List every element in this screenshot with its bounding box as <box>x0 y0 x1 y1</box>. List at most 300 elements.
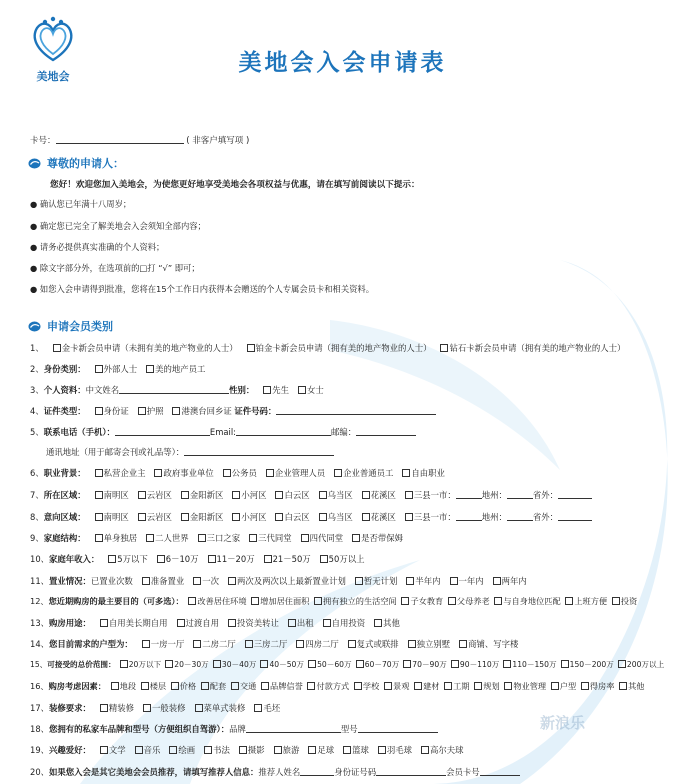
form-row <box>30 532 403 544</box>
text-field[interactable] <box>480 767 520 776</box>
checkbox-box[interactable] <box>193 577 201 585</box>
checkbox-box[interactable] <box>451 660 459 668</box>
checkbox-label: 乌当区 <box>327 512 353 522</box>
checkbox-box[interactable] <box>296 640 304 648</box>
checkbox-box[interactable] <box>263 386 271 394</box>
checkbox-box[interactable] <box>171 682 179 690</box>
checkbox-option[interactable] <box>356 660 400 669</box>
checkbox-option[interactable] <box>154 468 213 478</box>
checkbox-box[interactable] <box>319 513 327 521</box>
checkbox-box[interactable] <box>402 469 410 477</box>
checkbox-option[interactable] <box>493 576 527 586</box>
checkbox-option[interactable] <box>565 596 607 606</box>
checkbox-option[interactable] <box>378 745 412 755</box>
checkbox-option[interactable] <box>401 596 443 606</box>
checkbox-option[interactable] <box>95 468 146 478</box>
checkbox-box[interactable] <box>193 640 201 648</box>
text-field[interactable] <box>119 385 229 394</box>
checkbox-option[interactable] <box>169 745 195 755</box>
checkbox-option[interactable] <box>448 596 490 606</box>
checkbox-option[interactable] <box>323 618 366 628</box>
checkbox-option[interactable] <box>100 618 168 628</box>
checkbox-box[interactable] <box>177 619 185 627</box>
checkbox-box[interactable] <box>504 682 512 690</box>
checkbox-box[interactable] <box>403 660 411 668</box>
text-field[interactable] <box>356 427 416 436</box>
text-field[interactable] <box>456 512 482 521</box>
checkbox-box[interactable] <box>298 386 306 394</box>
checkbox-box[interactable] <box>444 682 452 690</box>
checkbox-option[interactable] <box>362 490 396 500</box>
checkbox-option[interactable] <box>561 660 614 669</box>
checkbox-box[interactable] <box>288 619 296 627</box>
checkbox-option[interactable] <box>264 554 311 564</box>
checkbox-box[interactable] <box>348 640 356 648</box>
checkbox-label: 物业管理 <box>513 681 547 691</box>
checkbox-box[interactable] <box>319 491 327 499</box>
checkbox-box[interactable] <box>565 597 573 605</box>
checkbox-option[interactable] <box>494 596 560 606</box>
checkbox-option[interactable] <box>402 468 445 478</box>
checkbox-box[interactable] <box>362 491 370 499</box>
checkbox-box[interactable] <box>201 682 209 690</box>
checkbox-option[interactable] <box>181 512 224 522</box>
checkbox-box[interactable] <box>198 534 206 542</box>
checkbox-box[interactable] <box>308 746 316 754</box>
checkbox-option[interactable] <box>142 639 185 649</box>
checkbox-option[interactable] <box>231 681 256 691</box>
checkbox-option[interactable] <box>193 639 236 649</box>
row-label: 性别： <box>229 385 255 395</box>
checkbox-option[interactable] <box>261 681 303 691</box>
checkbox-option[interactable] <box>551 681 576 691</box>
row-number: 11、 <box>30 576 50 586</box>
checkbox-option[interactable] <box>319 490 353 500</box>
checkbox-label: 建材 <box>423 681 440 691</box>
checkbox-option[interactable] <box>213 660 257 669</box>
checkbox-box[interactable] <box>251 597 259 605</box>
checkbox-box[interactable] <box>138 513 146 521</box>
checkbox-box[interactable] <box>274 746 282 754</box>
checkbox-option[interactable] <box>348 639 399 649</box>
checkbox-option[interactable] <box>474 681 499 691</box>
checkbox-option[interactable] <box>245 639 288 649</box>
text-field[interactable] <box>184 447 334 456</box>
checkbox-option[interactable] <box>301 533 344 543</box>
checkbox-box[interactable] <box>343 746 351 754</box>
checkbox-box[interactable] <box>232 491 240 499</box>
checkbox-label: 公务员 <box>231 468 257 478</box>
checkbox-label: 交通 <box>239 681 257 691</box>
checkbox-box[interactable] <box>503 660 511 668</box>
checkbox-option[interactable] <box>95 533 138 543</box>
checkbox-option[interactable] <box>138 512 172 522</box>
checkbox-box[interactable] <box>232 513 240 521</box>
checkbox-option[interactable] <box>165 660 209 669</box>
checkbox-label: 毛坯 <box>263 703 281 713</box>
form-row <box>30 511 592 523</box>
checkbox-option[interactable] <box>274 745 300 755</box>
checkbox-label: 配套 <box>209 681 227 691</box>
checkbox-box[interactable] <box>408 640 416 648</box>
text-field[interactable] <box>358 724 438 733</box>
checkbox-label: 单身独居 <box>103 533 138 543</box>
form-row <box>30 638 518 650</box>
checkbox-option[interactable] <box>405 490 456 500</box>
checkbox-box[interactable] <box>275 491 283 499</box>
notice-bullet <box>30 262 200 274</box>
checkbox-label: 护照 <box>146 406 164 416</box>
checkbox-box[interactable] <box>245 640 253 648</box>
checkbox-box[interactable] <box>181 491 189 499</box>
checkbox-box[interactable] <box>138 491 146 499</box>
checkbox-box[interactable] <box>440 344 448 352</box>
text-field[interactable] <box>558 512 592 521</box>
checkbox-box[interactable] <box>581 682 589 690</box>
checkbox-option[interactable] <box>263 385 289 395</box>
checkbox-box[interactable] <box>181 513 189 521</box>
checkbox-option[interactable] <box>450 576 484 586</box>
checkbox-box[interactable] <box>254 704 262 712</box>
checkbox-option[interactable] <box>440 343 625 353</box>
checkbox-box[interactable] <box>143 704 151 712</box>
checkbox-option[interactable] <box>100 703 134 713</box>
checkbox-option[interactable] <box>275 512 309 522</box>
checkbox-option[interactable] <box>266 468 325 478</box>
checkbox-option[interactable] <box>188 596 246 606</box>
checkbox-box[interactable] <box>146 365 154 373</box>
checkbox-option[interactable] <box>177 618 220 628</box>
checkbox-box[interactable] <box>247 344 255 352</box>
checkbox-box[interactable] <box>308 660 316 668</box>
checkbox-box[interactable] <box>494 597 502 605</box>
checkbox-option[interactable] <box>384 681 409 691</box>
checkbox-box[interactable] <box>307 682 315 690</box>
notice-bullet-text: 除文字部分外，在选项前的□打 “√” 即可； <box>39 263 200 273</box>
checkbox-option[interactable] <box>111 681 136 691</box>
checkbox-label: 改善居住环境 <box>197 596 247 606</box>
checkbox-option[interactable] <box>314 596 397 606</box>
checkbox-box[interactable] <box>384 682 392 690</box>
row-number: 3、 <box>30 385 44 395</box>
checkbox-label: 楼层 <box>149 681 167 691</box>
checkbox-box[interactable] <box>261 682 269 690</box>
checkbox-option[interactable] <box>95 406 129 416</box>
checkbox-box[interactable] <box>154 469 162 477</box>
checkbox-label: 子女教育 <box>410 596 444 606</box>
checkbox-option[interactable] <box>172 406 231 416</box>
checkbox-option[interactable] <box>319 512 353 522</box>
row-label: 家庭结构： <box>43 533 86 543</box>
checkbox-box[interactable] <box>323 619 331 627</box>
checkbox-label: 两次及两次以上最新置业计划 <box>237 576 346 586</box>
row-text: 推荐人姓名 <box>258 767 301 777</box>
checkbox-option[interactable] <box>223 468 257 478</box>
checkbox-box[interactable] <box>618 660 626 668</box>
checkbox-box[interactable] <box>195 704 203 712</box>
checkbox-option[interactable] <box>195 703 246 713</box>
checkbox-option[interactable] <box>141 681 166 691</box>
checkbox-label: 40－50万 <box>269 660 304 669</box>
checkbox-box[interactable] <box>100 746 108 754</box>
checkbox-box[interactable] <box>493 577 501 585</box>
text-field[interactable] <box>300 767 334 776</box>
checkbox-option[interactable] <box>232 490 266 500</box>
text-field[interactable] <box>276 406 436 415</box>
checkbox-option[interactable] <box>251 596 309 606</box>
checkbox-label: 足球 <box>317 745 335 755</box>
checkbox-box[interactable] <box>138 407 146 415</box>
checkbox-option[interactable] <box>308 745 334 755</box>
checkbox-option[interactable] <box>232 512 266 522</box>
checkbox-label: 女士 <box>306 385 324 395</box>
checkbox-label: 铂金卡新会员申请（拥有美的地产物业的人士） <box>255 343 432 353</box>
checkbox-box[interactable] <box>352 534 360 542</box>
checkbox-box[interactable] <box>320 555 328 563</box>
checkbox-box[interactable] <box>401 597 409 605</box>
checkbox-option[interactable] <box>504 681 546 691</box>
checkbox-option[interactable] <box>198 533 241 543</box>
checkbox-option[interactable] <box>355 576 398 586</box>
checkbox-option[interactable] <box>459 639 518 649</box>
checkbox-label: 学校 <box>362 681 380 691</box>
notice-bullet <box>30 283 374 295</box>
checkbox-box[interactable] <box>314 597 322 605</box>
form-row <box>46 446 334 458</box>
checkbox-box[interactable] <box>223 469 231 477</box>
checkbox-box[interactable] <box>228 619 236 627</box>
form-row <box>30 575 527 587</box>
checkbox-option[interactable] <box>95 512 129 522</box>
checkbox-option[interactable] <box>275 490 309 500</box>
checkbox-label: 菜单式装修 <box>203 703 246 713</box>
checkbox-option[interactable] <box>343 745 369 755</box>
checkbox-box[interactable] <box>561 660 569 668</box>
checkbox-box[interactable] <box>111 682 119 690</box>
checkbox-option[interactable] <box>138 490 172 500</box>
checkbox-option[interactable] <box>308 660 352 669</box>
checkbox-option[interactable] <box>414 681 439 691</box>
checkbox-box[interactable] <box>355 577 363 585</box>
checkbox-box[interactable] <box>53 344 61 352</box>
checkbox-box[interactable] <box>354 682 362 690</box>
checkbox-box[interactable] <box>95 469 103 477</box>
checkbox-box[interactable] <box>266 469 274 477</box>
checkbox-option[interactable] <box>171 681 196 691</box>
checkbox-label: 云岩区 <box>146 490 172 500</box>
checkbox-box[interactable] <box>619 682 627 690</box>
checkbox-option[interactable] <box>53 343 238 353</box>
checkbox-box[interactable] <box>362 513 370 521</box>
checkbox-option[interactable] <box>618 660 664 669</box>
form-row <box>30 426 416 438</box>
row-text: 邮编： <box>330 427 357 437</box>
checkbox-box[interactable] <box>95 365 103 373</box>
checkbox-option[interactable] <box>146 533 189 543</box>
checkbox-box[interactable] <box>264 555 272 563</box>
checkbox-option[interactable] <box>362 512 396 522</box>
checkbox-box[interactable] <box>450 577 458 585</box>
checkbox-box[interactable] <box>301 534 309 542</box>
checkbox-box[interactable] <box>165 660 173 668</box>
checkbox-label: 二人世界 <box>155 533 189 543</box>
checkbox-option[interactable] <box>298 385 324 395</box>
section-heading-text: 申请会员类别 <box>47 320 113 333</box>
checkbox-box[interactable] <box>95 534 103 542</box>
checkbox-option[interactable] <box>421 745 464 755</box>
checkbox-box[interactable] <box>414 682 422 690</box>
row-label: 职业背景： <box>43 468 86 478</box>
checkbox-label: 5万以下 <box>117 554 148 564</box>
checkbox-box[interactable] <box>406 577 414 585</box>
checkbox-box[interactable] <box>172 407 180 415</box>
checkbox-option[interactable] <box>320 554 365 564</box>
checkbox-option[interactable] <box>95 490 129 500</box>
checkbox-box[interactable] <box>169 746 177 754</box>
checkbox-box[interactable] <box>95 491 103 499</box>
checkbox-box[interactable] <box>275 513 283 521</box>
form-title: 美地会入会申请表 <box>238 50 447 76</box>
checkbox-option[interactable] <box>247 343 432 353</box>
card-number-field[interactable] <box>56 135 184 144</box>
text-field[interactable] <box>507 512 533 521</box>
checkbox-option[interactable] <box>334 468 393 478</box>
checkbox-box[interactable] <box>95 407 103 415</box>
checkbox-option[interactable] <box>352 533 403 543</box>
checkbox-box[interactable] <box>249 534 257 542</box>
checkbox-option[interactable] <box>143 703 186 713</box>
checkbox-box[interactable] <box>135 746 143 754</box>
checkbox-option[interactable] <box>260 660 304 669</box>
checkbox-box[interactable] <box>120 660 128 668</box>
text-field[interactable] <box>558 490 592 499</box>
checkbox-box[interactable] <box>378 746 386 754</box>
checkbox-option[interactable] <box>254 703 280 713</box>
text-field[interactable] <box>376 767 446 776</box>
checkbox-option[interactable] <box>374 618 400 628</box>
checkbox-box[interactable] <box>100 619 108 627</box>
checkbox-box[interactable] <box>612 597 620 605</box>
checkbox-option[interactable] <box>120 660 161 669</box>
checkbox-option[interactable] <box>307 681 349 691</box>
row-text: 地州： <box>481 512 507 522</box>
row-text: 身份证号码 <box>334 767 377 777</box>
checkbox-option[interactable] <box>406 576 440 586</box>
checkbox-option[interactable] <box>239 745 265 755</box>
checkbox-option[interactable] <box>228 618 279 628</box>
checkbox-box[interactable] <box>228 577 236 585</box>
checkbox-label: 6－10万 <box>165 554 199 564</box>
checkbox-box[interactable] <box>100 704 108 712</box>
checkbox-label: 白云区 <box>284 490 310 500</box>
row-number: 15、 <box>30 660 48 669</box>
checkbox-option[interactable] <box>581 681 615 691</box>
checkbox-label: 出租 <box>296 618 314 628</box>
checkbox-option[interactable] <box>201 681 226 691</box>
text-field[interactable] <box>507 490 533 499</box>
checkbox-option[interactable] <box>408 639 451 649</box>
checkbox-option[interactable] <box>405 512 456 522</box>
checkbox-label: 先生 <box>272 385 289 395</box>
checkbox-option[interactable] <box>249 533 292 543</box>
checkbox-label: 绘画 <box>178 745 196 755</box>
checkbox-box[interactable] <box>95 513 103 521</box>
checkbox-box[interactable] <box>141 682 149 690</box>
checkbox-option[interactable] <box>146 364 205 374</box>
checkbox-label: 身份证 <box>103 406 129 416</box>
checkbox-box[interactable] <box>208 555 216 563</box>
checkbox-label: 暂无计划 <box>363 576 398 586</box>
checkbox-box[interactable] <box>448 597 456 605</box>
checkbox-option[interactable] <box>100 745 126 755</box>
checkbox-option[interactable] <box>503 660 556 669</box>
text-field[interactable] <box>236 427 331 436</box>
checkbox-box[interactable] <box>142 640 150 648</box>
checkbox-option[interactable] <box>208 554 255 564</box>
checkbox-box[interactable] <box>459 640 467 648</box>
form-row <box>30 617 400 629</box>
checkbox-box[interactable] <box>239 746 247 754</box>
checkbox-box[interactable] <box>405 491 413 499</box>
checkbox-option[interactable] <box>288 618 314 628</box>
checkbox-option[interactable] <box>612 596 637 606</box>
checkbox-option[interactable] <box>138 406 164 416</box>
checkbox-box[interactable] <box>374 619 382 627</box>
checkbox-box[interactable] <box>108 555 116 563</box>
checkbox-option[interactable] <box>444 681 469 691</box>
checkbox-option[interactable] <box>142 576 185 586</box>
checkbox-option[interactable] <box>135 745 161 755</box>
form-row <box>30 489 592 501</box>
checkbox-box[interactable] <box>334 469 342 477</box>
checkbox-box[interactable] <box>356 660 364 668</box>
checkbox-option[interactable] <box>108 554 147 564</box>
form-row <box>30 405 436 417</box>
checkbox-option[interactable] <box>193 576 219 586</box>
checkbox-label: 一般装修 <box>152 703 186 713</box>
checkbox-box[interactable] <box>188 597 196 605</box>
checkbox-box[interactable] <box>421 746 429 754</box>
checkbox-option[interactable] <box>354 681 379 691</box>
text-field[interactable] <box>115 427 210 436</box>
checkbox-option[interactable] <box>228 576 346 586</box>
checkbox-option[interactable] <box>95 364 138 374</box>
text-field[interactable] <box>246 724 341 733</box>
text-field[interactable] <box>456 490 482 499</box>
checkbox-box[interactable] <box>142 577 150 585</box>
checkbox-label: 90－110万 <box>459 660 500 669</box>
checkbox-box[interactable] <box>260 660 268 668</box>
checkbox-box[interactable] <box>231 682 239 690</box>
card-number-note: ( 非客户填写项 ) <box>186 136 250 146</box>
checkbox-box[interactable] <box>204 746 212 754</box>
checkbox-option[interactable] <box>157 554 199 564</box>
checkbox-option[interactable] <box>451 660 499 669</box>
checkbox-box[interactable] <box>213 660 221 668</box>
checkbox-box[interactable] <box>474 682 482 690</box>
checkbox-label: 羽毛球 <box>386 745 413 755</box>
checkbox-option[interactable] <box>296 639 339 649</box>
checkbox-label: 政府事业单位 <box>163 468 214 478</box>
checkbox-option[interactable] <box>403 660 447 669</box>
checkbox-box[interactable] <box>405 513 413 521</box>
checkbox-box[interactable] <box>157 555 165 563</box>
checkbox-option[interactable] <box>619 681 644 691</box>
checkbox-box[interactable] <box>146 534 154 542</box>
checkbox-option[interactable] <box>181 490 224 500</box>
checkbox-box[interactable] <box>551 682 559 690</box>
checkbox-option[interactable] <box>204 745 230 755</box>
